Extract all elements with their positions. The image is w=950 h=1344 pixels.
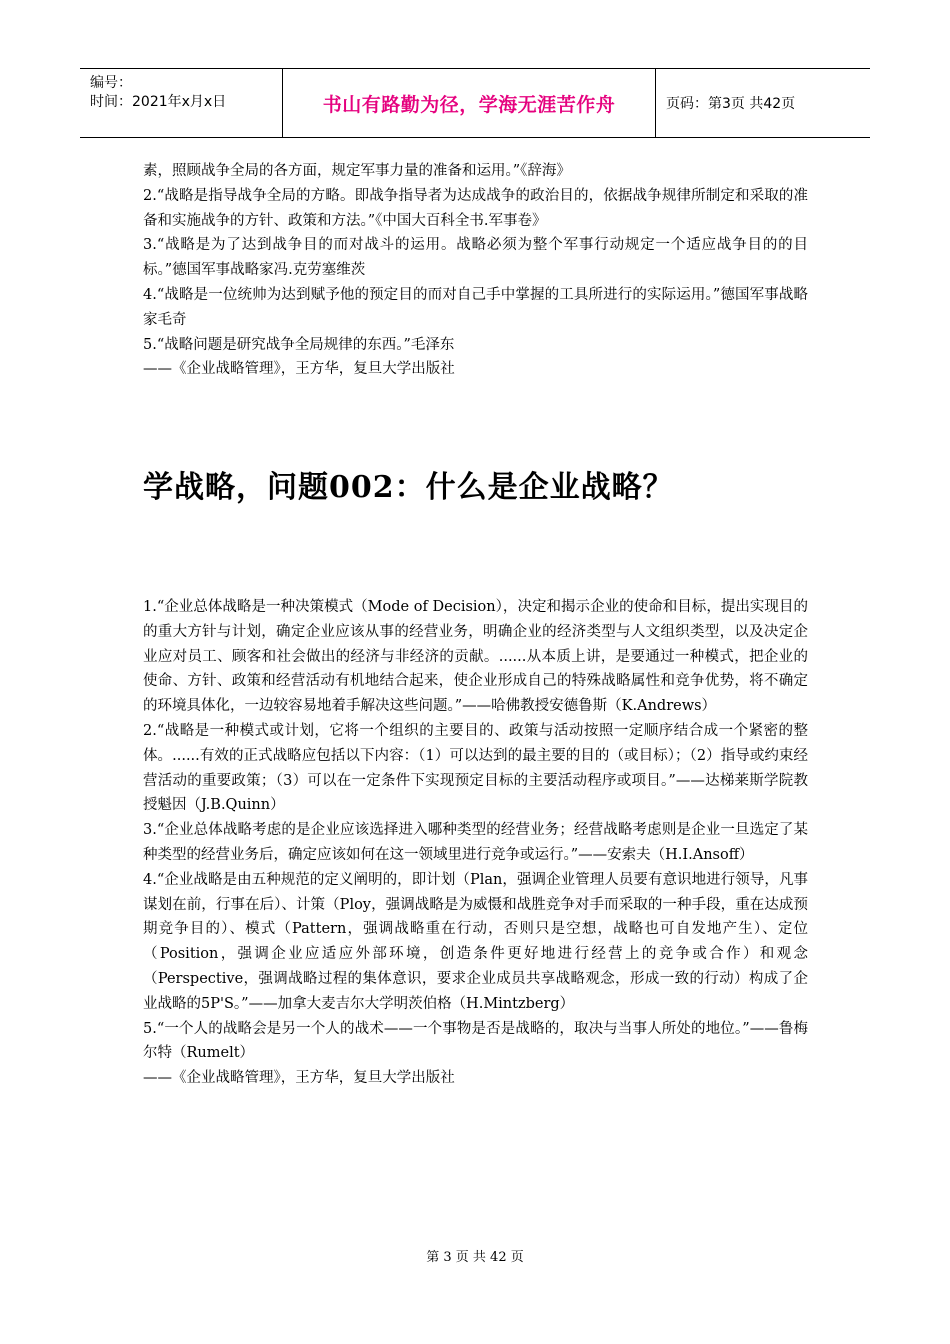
- doc-number-label: 编号：: [90, 75, 132, 91]
- header-motto: 书山有路勤为径，学海无涯苦作舟: [322, 93, 616, 116]
- section-title: 学战略，问题002：什么是企业战略？: [143, 470, 674, 505]
- header-page-cell: [656, 69, 870, 137]
- section-corporate-strategy: [143, 595, 808, 1091]
- doc-date-label: 时间：2021年x月x日: [90, 94, 227, 110]
- paragraph: 5.“战略问题是研究战争全局规律的东西。”毛泽东: [143, 336, 455, 353]
- paragraph: 5.“一个人的战略会是另一个人的战术——一个事物是否是战略的，取决与当事人所处的地位。”——鲁梅尔特（Rumelt）: [143, 1020, 808, 1062]
- paragraph: 4.“战略是一位统帅为达到赋予他的预定目的而对自己手中掌握的工具所进行的实际运用。”德国军事战略家毛奇: [143, 286, 808, 328]
- paragraph: 3.“企业总体战略考虑的是企业应该选择进入哪种类型的经营业务；经营战略考虑则是企业一旦选定了某种类型的经营业务后，确定应该如何在这一领域里进行竞争或运行。”——安索夫（H.I.Ansoff）: [143, 822, 808, 863]
- header-motto-cell: [283, 69, 656, 137]
- section-military-strategy: [143, 159, 808, 382]
- page-footer: 第 3 页 共 42 页: [426, 1250, 524, 1265]
- paragraph: 4.“企业战略是由五种规范的定义阐明的，即计划（Plan，强调企业管理人员要有意识地进行领导，凡事谋划在前，行事在后）、计策（Ploy，强调战略是为威慑和战胜竞争对手而采取的一种手段，重在达成预期竞争目的）、模式（Pattern，强调战略重在行动，否则只是空想，战略也可自发地产生）、定位（Position，强调企业应适应外部环境，创造条件更好地进行经营上的竞争或合作）和观念（Perspective，强调战略过程的集体意识，要求企业成员共享战略观念，形成一致的行动）构成了企业战略的5P'S。”——加拿大麦吉尔大学明茨伯格（H.Mintzberg）: [143, 871, 808, 1012]
- header-page-info: 页码：第3页 共42页: [666, 96, 796, 112]
- paragraph: 素，照顾战争全局的各方面，规定军事力量的准备和运用。”《辞海》: [143, 163, 571, 179]
- header-meta-cell: [80, 69, 283, 137]
- paragraph: 2.“战略是一种模式或计划，它将一个组织的主要目的、政策与活动按照一定顺序结合成一个紧密的整体。......有效的正式战略应包括以下内容：（1）可以达到的最主要的目的（或目标）；（2）指导或约束经营活动的重要政策；（3）可以在一定条件下实现预定目标的主要活动程序或项目。”——达梯莱斯学院教授魁因（J.B.Quinn）: [143, 722, 808, 814]
- paragraph: 1.“企业总体战略是一种决策模式（Mode of Decision），决定和揭示企业的使命和目标，提出实现目的的重大方针与计划，确定企业应该从事的经营业务，明确企业的经济类型与人文组织类型，以及决定企业应对员工、顾客和社会做出的经济与非经济的贡献。......从本质上讲，是要通过一种模式，把企业的使命、方针、政策和经营活动有机地结合起来，使企业形成自己的特殊战略属性和竞争优势，将不确定的环境具体化，一边较容易地着手解决这些问题。”——哈佛教授安德鲁斯（K.Andrews）: [143, 599, 808, 715]
- paragraph: 3.“战略是为了达到战争目的而对战斗的运用。战略必须为整个军事行动规定一个适应战争目的的目标。”德国军事战略家冯.克劳塞维茨: [143, 237, 808, 279]
- source-citation: ——《企业战略管理》，王方华，复旦大学出版社: [143, 1070, 455, 1087]
- paragraph: 2.“战略是指导战争全局的方略。即战争指导者为达成战争的政治目的，依据战争规律所制定和采取的准备和实施战争的方针、政策和方法。”《中国大百科全书.军事卷》: [143, 187, 808, 229]
- page-header: [80, 68, 870, 138]
- source-citation: ——《企业战略管理》，王方华，复旦大学出版社: [143, 361, 455, 378]
